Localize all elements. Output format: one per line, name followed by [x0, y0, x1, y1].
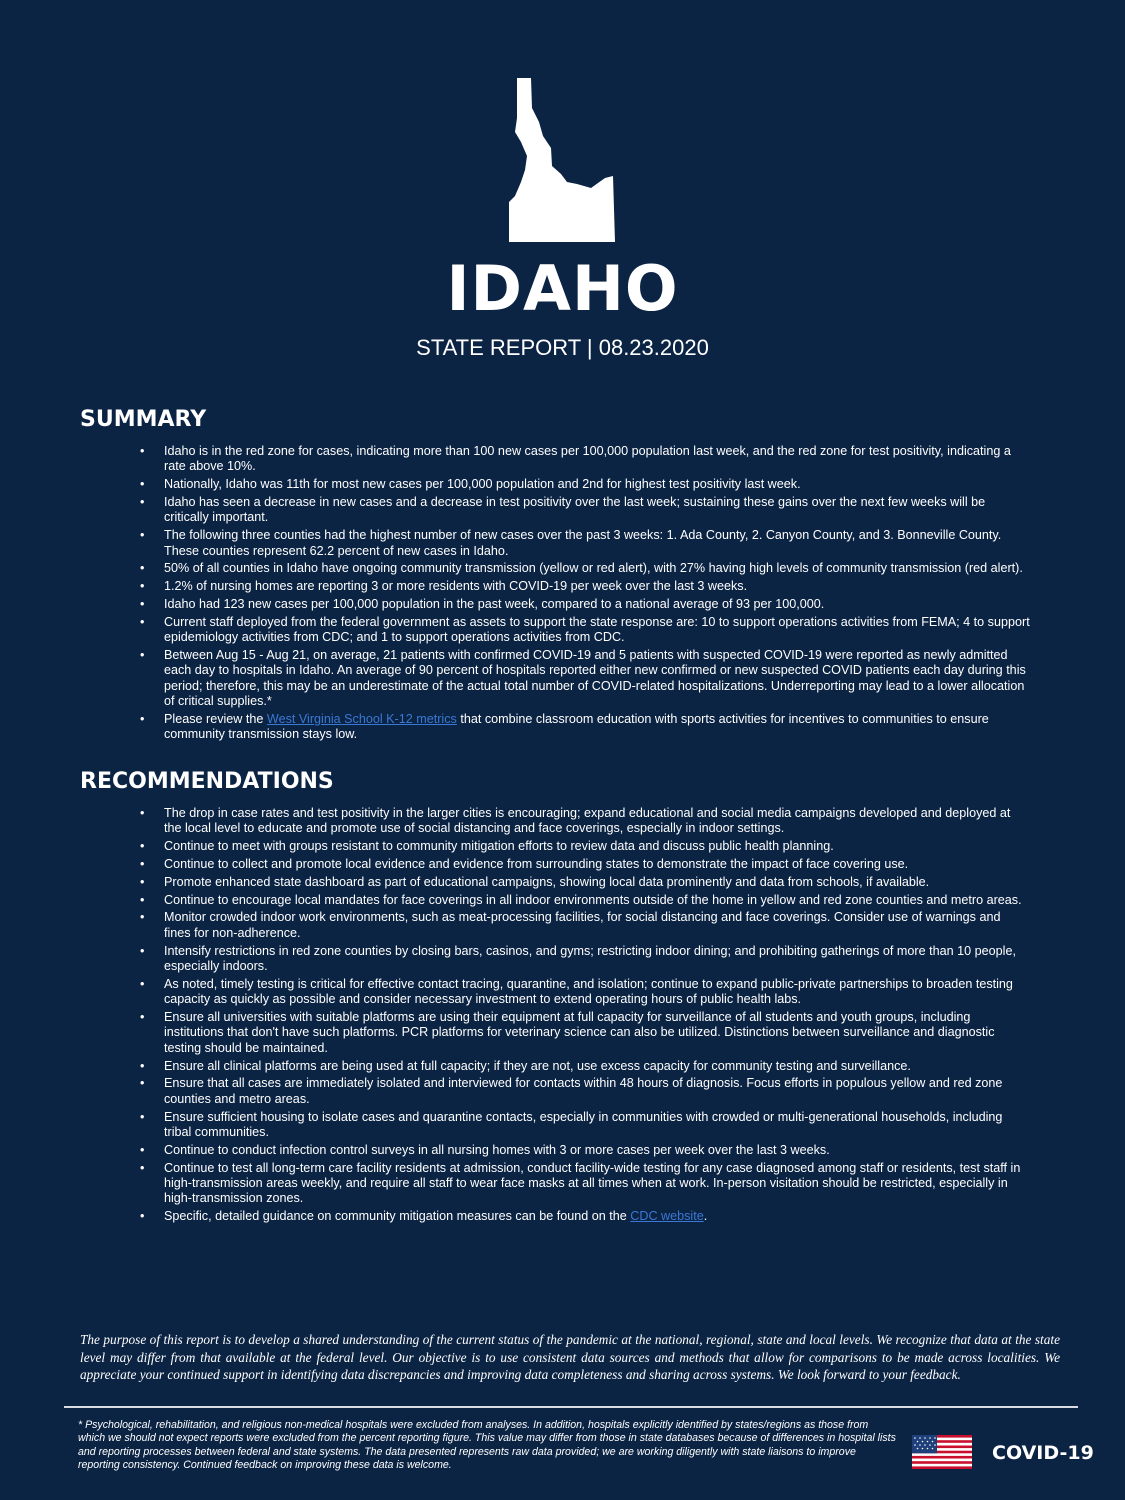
summary-item: • 1.2% of nursing homes are reporting 3 or more residents with COVID-19 per week over the last 3 weeks. [140, 579, 1030, 594]
page-title: IDAHO [446, 252, 679, 325]
summary-item-text: Please review the [164, 712, 267, 727]
us-flag-icon [912, 1435, 972, 1469]
summary-item [140, 712, 1030, 743]
wv-k12-metrics-link[interactable]: West Virginia School K-12 metrics [266, 712, 457, 727]
summary-item: • Idaho had 123 new cases per 100,000 population in the past week, compared to a national average of 93 per 100,000. [140, 597, 1030, 612]
recommendation-item: • Promote enhanced state dashboard as part of educational campaigns, showing local data prominently and data from schools, if available. [140, 875, 1030, 890]
recommendation-item: • Continue to conduct infection control surveys in all nursing homes with 3 or more cases per week over the last 3 weeks. [140, 1143, 1030, 1158]
recommendation-item [140, 1209, 1030, 1224]
recommendation-item: • Ensure all universities with suitable platforms are using their equipment at full capacity for surveillance of all students and youth groups, including institutions that don't have such platforms. PCR platforms for veterinary science can also be utilized. Distinctions between surveillance and diagnostic testing should be maintained. [140, 1010, 1030, 1056]
summary-item: • Nationally, Idaho was 11th for most new cases per 100,000 population and 2nd for highest test positivity last week. [140, 477, 1030, 492]
summary-item: • Between Aug 15 - Aug 21, on average, 21 patients with confirmed COVID-19 and 5 patients with suspected COVID-19 were reported as newly admitted each day to hospitals in Idaho. An average of 90 percent of hospitals reported either new confirmed or new suspected COVID patients each day during this period; therefore, this may be an underestimate of the actual total number of COVID-related hospitalizations. Underreporting may lead to a lower allocation of critical supplies.* [140, 648, 1030, 710]
hospital-footnote: * Psychological, rehabilitation, and religious non-medical hospitals were excluded from analyses. In addition, hospitals explicitly identified by states/regions as those from which we should not expect reports were excluded from the percent reporting figure. This value may differ from those in state databases because of differences in hospital lists and reporting processes between federal and state systems. The data presented represents raw data provided; we are working diligently with state liaisons to improve reporting consistency. Continued feedback on improving these data is welcome. [78, 1419, 896, 1472]
covid-19-brand: COVID-19 [992, 1442, 1094, 1464]
idaho-state-outline-icon [509, 78, 615, 242]
summary-heading: SUMMARY [80, 407, 207, 432]
summary-item: • 50% of all counties in Idaho have ongoing community transmission (yellow or red alert), with 27% having high levels of community transmission (red alert). [140, 561, 1030, 576]
summary-item: • Idaho has seen a decrease in new cases and a decrease in test positivity over the last week; sustaining these gains over the next few weeks will be critically important. [140, 495, 1030, 526]
summary-item: • Idaho is in the red zone for cases, indicating more than 100 new cases per 100,000 population last week, and the red zone for test positivity, indicating a rate above 10%. [140, 444, 1030, 475]
recommendation-item: • Continue to meet with groups resistant to community mitigation efforts to review data and discuss public health planning. [140, 839, 1030, 854]
summary-item: • The following three counties had the highest number of new cases over the past 3 weeks: 1. Ada County, 2. Canyon County, and 3. Bonneville County. These counties represent 62.2 percent of new cases in Idaho. [140, 528, 1030, 559]
recommendation-item: • Ensure sufficient housing to isolate cases and quarantine contacts, especially in communities with crowded or multi-generational households, including tribal communities. [140, 1110, 1030, 1141]
summary-item: • Current staff deployed from the federal government as assets to support the state response are: 10 to support operations activities from FEMA; 4 to support epidemiology activities from CDC; and 1 to support operations activities from CDC. [140, 615, 1030, 646]
recommendation-item-text: . [703, 1209, 708, 1224]
recommendation-item: • Ensure that all cases are immediately isolated and interviewed for contacts within 48 hours of diagnosis. Focus efforts in populous yellow and red zone counties and metro areas. [140, 1076, 1030, 1107]
footer-divider [64, 1406, 1078, 1408]
recommendation-item: • Monitor crowded indoor work environments, such as meat-processing facilities, for social distancing and face coverings. Consider use of warnings and fines for non-adherence. [140, 910, 1030, 941]
cdc-website-link[interactable]: CDC website [630, 1209, 704, 1224]
recommendation-item: • Continue to test all long-term care facility residents at admission, conduct facility-wide testing for any case diagnosed among staff or residents, test staff in high-transmission areas weekly, and require all staff to wear face masks at all times when at work. In-person visitation should be restricted, especially in high-transmission zones. [140, 1161, 1030, 1207]
summary-list [140, 444, 1030, 745]
purpose-statement: The purpose of this report is to develop a shared understanding of the current status of the pandemic at the national, regional, state and local levels. We recognize that data at the state level may differ from that available at the federal level. Our objective is to use consistent data sources and methods that allow for comparisons to be made across localities. We appreciate your continued support in identifying data discrepancies and improving data completeness and sharing across systems. We look forward to your feedback. [80, 1332, 1060, 1382]
recommendations-heading: RECOMMENDATIONS [80, 769, 334, 794]
recommendation-item: • Continue to collect and promote local evidence and evidence from surrounding states to demonstrate the impact of face covering use. [140, 857, 1030, 872]
recommendation-item: • Intensify restrictions in red zone counties by closing bars, casinos, and gyms; restricting indoor dining; and prohibiting gatherings of more than 10 people, especially indoors. [140, 944, 1030, 975]
recommendations-list [140, 806, 1030, 1227]
recommendation-item-text: Specific, detailed guidance on community mitigation measures can be found on the [164, 1209, 631, 1224]
recommendation-item: • Ensure all clinical platforms are being used at full capacity; if they are not, use excess capacity for community testing and surveillance. [140, 1059, 1030, 1074]
recommendation-item: • The drop in case rates and test positivity in the larger cities is encouraging; expand educational and social media campaigns developed and deployed at the local level to educate and promote use of social distancing and face coverings, especially in indoor settings. [140, 806, 1030, 837]
recommendation-item: • As noted, timely testing is critical for effective contact tracing, quarantine, and isolation; continue to expand public-private partnerships to broaden testing capacity as quickly as possible and consider necessary investment to extend operating hours of public health labs. [140, 977, 1030, 1008]
report-subtitle: STATE REPORT | 08.23.2020 [416, 335, 709, 360]
summary-item-text: that combine classroom education with sports activities for incentives to communities to ensure community transmission stays low. [164, 712, 989, 742]
recommendation-item: • Continue to encourage local mandates for face coverings in all indoor environments outside of the home in yellow and red zone counties and metro areas. [140, 893, 1030, 908]
